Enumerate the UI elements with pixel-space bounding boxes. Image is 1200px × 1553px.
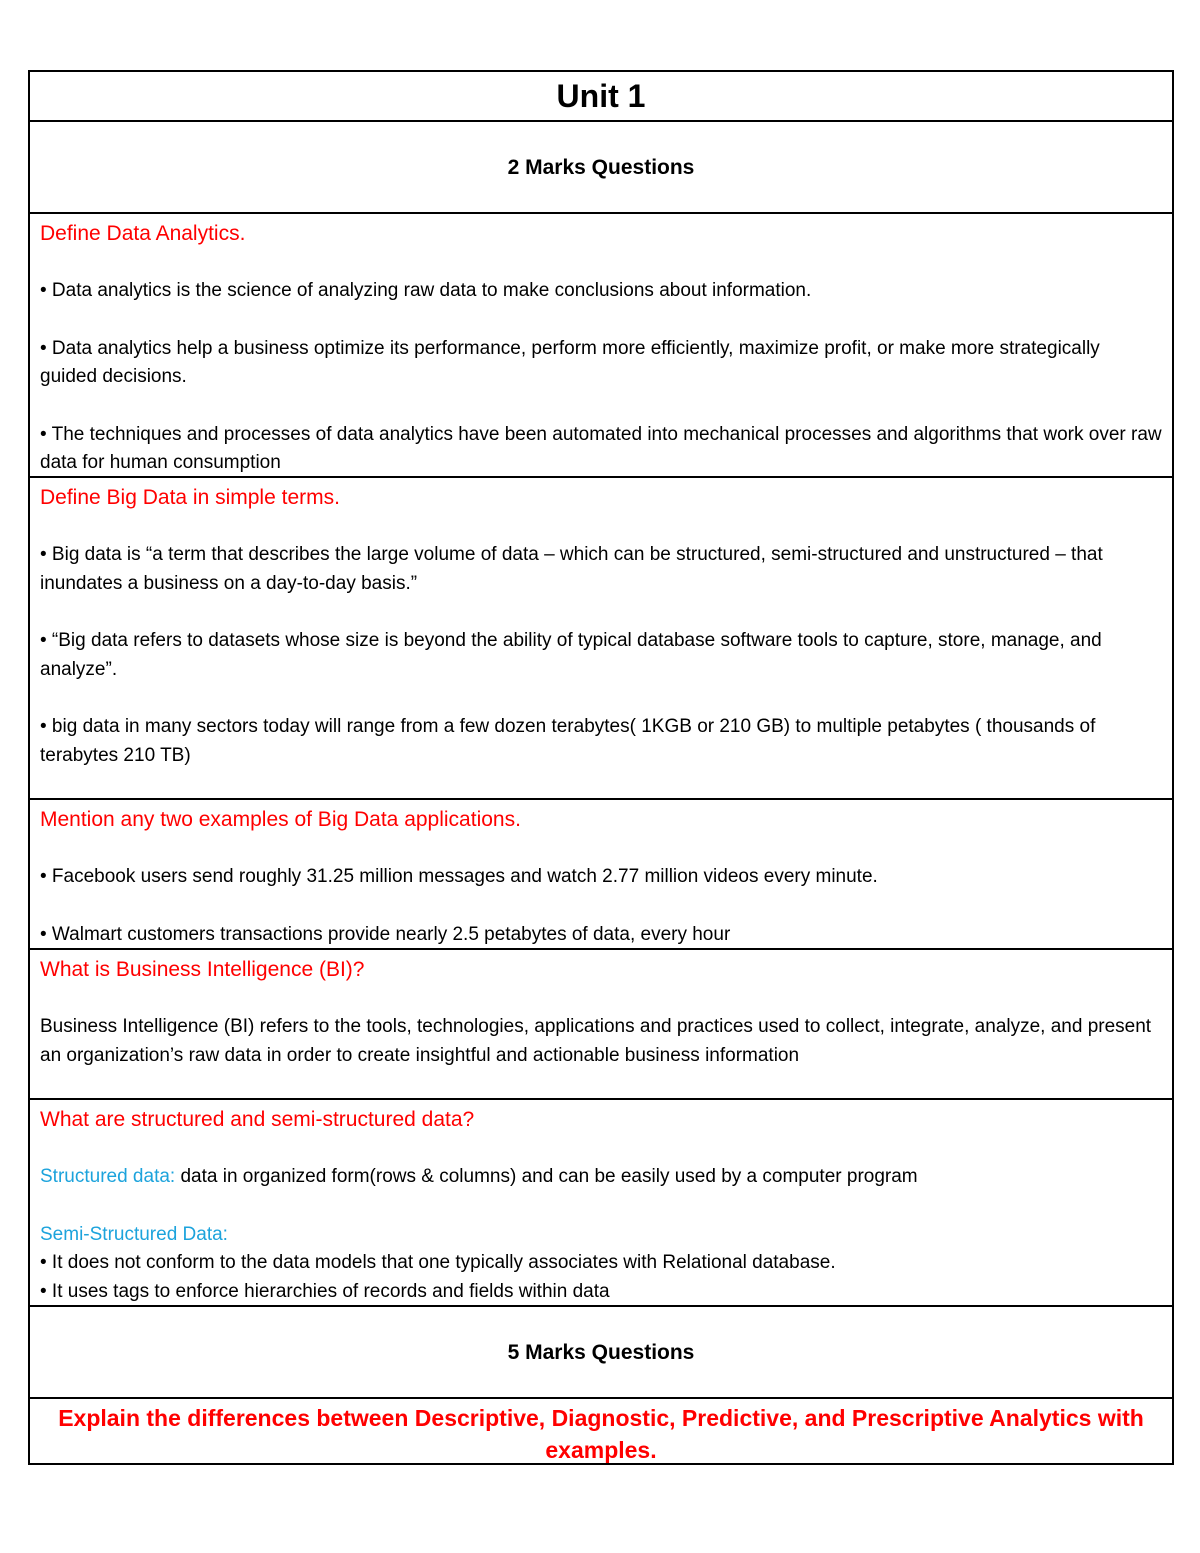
question-title: What is Business Intelligence (BI)? xyxy=(40,958,365,981)
answer-paragraph: • The techniques and processes of data analytics have been automated into mechanical processes and algorithms that work over raw data for human consumption xyxy=(40,423,1162,473)
structured-data-text: data in organized form(rows & columns) and can be easily used by a computer program xyxy=(175,1166,918,1187)
structured-data-label: Structured data: xyxy=(40,1166,176,1187)
question-title: What are structured and semi-structured data? xyxy=(40,1108,475,1131)
question-block-big-data xyxy=(30,476,1172,798)
question-block-data-analytics xyxy=(30,212,1172,476)
question-block-structured-data xyxy=(30,1098,1172,1305)
answer-paragraph: • “Big data refers to datasets whose size is beyond the ability of typical database software tools to capture, store, manage, and analyze”. xyxy=(40,630,1102,680)
five-marks-heading: 5 Marks Questions xyxy=(30,1305,1172,1397)
answer-paragraph: • Data analytics is the science of analyzing raw data to make conclusions about information. xyxy=(40,280,812,301)
answer-paragraph: • big data in many sectors today will range from a few dozen terabytes( 1KGB or 210 GB) to multiple petabytes ( thousands of terabytes 210 TB) xyxy=(40,716,1096,766)
two-marks-heading: 2 Marks Questions xyxy=(30,120,1172,212)
answer-paragraph: • Big data is “a term that describes the large volume of data – which can be structured, semi-structured and unstructured – that inundates a business on a day-to-day basis.” xyxy=(40,544,1103,594)
answer-paragraph: • Facebook users send roughly 31.25 million messages and watch 2.77 million videos every minute. xyxy=(40,866,878,887)
answer-paragraph: • It uses tags to enforce hierarchies of records and fields within data xyxy=(40,1280,610,1302)
unit-title: Unit 1 xyxy=(556,78,646,114)
answer-paragraph: • Data analytics help a business optimize its performance, perform more efficiently, maximize profit, or make more strategically guided decisions. xyxy=(40,337,1100,387)
structured-data-line xyxy=(40,1163,1162,1192)
question-block-big-data-examples xyxy=(30,798,1172,948)
question-sheet xyxy=(28,70,1174,1465)
answer-paragraph: • It does not conform to the data models that one typically associates with Relational database. xyxy=(40,1252,836,1273)
five-marks-question: Explain the differences between Descriptive, Diagnostic, Predictive, and Prescriptive Analytics with examples. xyxy=(30,1397,1172,1463)
question-title: Mention any two examples of Big Data applications. xyxy=(40,808,521,831)
question-title: Define Data Analytics. xyxy=(40,222,246,245)
question-block-business-intelligence xyxy=(30,948,1172,1098)
question-title: Define Big Data in simple terms. xyxy=(40,486,340,509)
semi-structured-label: Semi-Structured Data: xyxy=(40,1223,228,1245)
answer-paragraph: Business Intelligence (BI) refers to the tools, technologies, applications and practices used to collect, integrate, analyze, and present an organization’s raw data in order to create insightful and actionable business information xyxy=(40,1016,1152,1066)
answer-paragraph: • Walmart customers transactions provide nearly 2.5 petabytes of data, every hour xyxy=(40,923,731,945)
